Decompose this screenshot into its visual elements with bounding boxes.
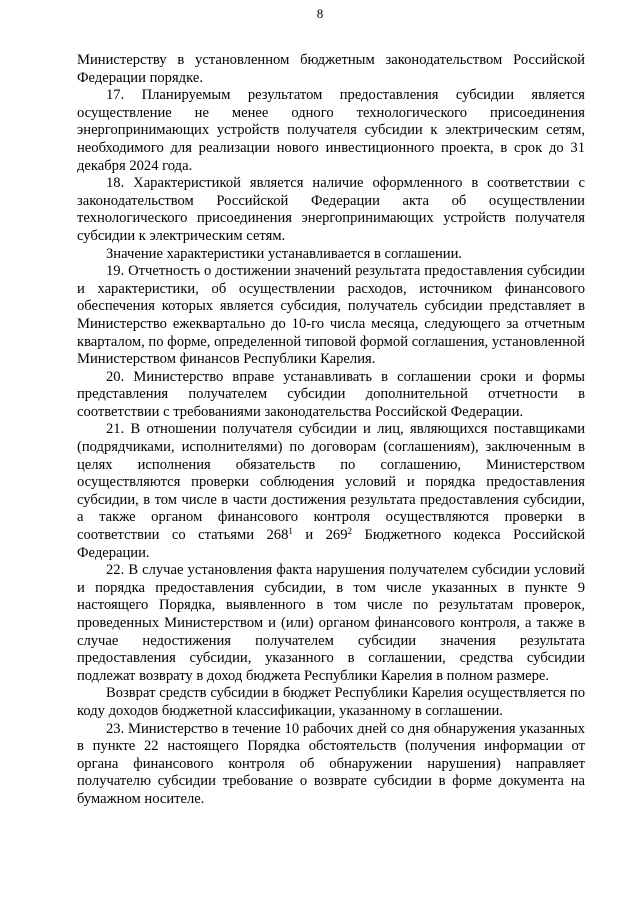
paragraph-18: 18. Характеристикой является наличие оформленного в соответствии с законодательством Российской Федерации акта об осуществлении технологического присоединения энергопринимающих устройств получателя субсидии к электрическим сетям. <box>77 175 585 244</box>
paragraph-22-refund: Возврат средств субсидии в бюджет Республики Карелия осуществляется по коду доходов бюджетной классификации, указанному в соглашении. <box>77 685 585 719</box>
paragraph-continuation: Министерству в установленном бюджетным законодательством Российской Федерации порядке. <box>77 52 585 86</box>
article-269-superscript: 2 <box>347 526 353 537</box>
paragraph-21-text-a: 21. В отношении получателя субсидии и лиц, являющихся поставщиками (подрядчиками, исполнителями) по договорам (соглашениям), заключенным в целях исполнения обязательств по соглашению, Министерством осуществляются проверки соблюдения условий и порядка предоставления субсидии, в том числе в части достижения результата предоставления субсидии, а также органом финансового контроля осуществляются проверки в соответствии со статьями 268 <box>77 421 585 544</box>
paragraph-21-text-c: Бюджетного кодекса Российской Федерации. <box>77 527 586 561</box>
document-body <box>77 52 585 809</box>
paragraph-17: 17. Планируемым результатом предоставления субсидии является осуществление не менее одного технологического присоединения энергопринимающих устройств получателя субсидии к электрическим сетям, необходимого для реализации нового инвестиционного проекта, в срок до 31 декабря 2024 года. <box>77 87 585 174</box>
paragraph-23: 23. Министерство в течение 10 рабочих дней со дня обнаружения указанных в пункте 22 настоящего Порядка обстоятельств (получения информации от органа финансового контроля об обнаружении нарушения) направляет получателю субсидии требование о возврате субсидии в форме документа на бумажном носителе. <box>77 720 585 807</box>
page-number: 8 <box>316 6 324 21</box>
article-268-superscript: 1 <box>288 526 293 537</box>
paragraph-19: 19. Отчетность о достижении значений результата предоставления субсидии и характеристики, об осуществлении расходов, источником финансового обеспечения которых является субсидия, получатель субсидии представляет в Министерство ежеквартально до 10-го числа месяца, следующего за отчетным кварталом, по форме, определенной типовой формой соглашения, установленной Министерством финансов Республики Карелия. <box>77 263 585 368</box>
paragraph-21-text-b: и 269 <box>292 527 348 544</box>
paragraph-22: 22. В случае установления факта нарушения получателем субсидии условий и порядка предоставления субсидии, в том числе указанных в пункте 9 настоящего Порядка, выявленного в том числе по результатам проверок, проведенных Министерством и (или) органом финансового контроля, а также в случае недостижения получателем субсидии значения результата предоставления субсидии, указанного в соглашении, средства субсидии подлежат возврату в доход бюджета Республики Карелия в полном размере. <box>77 562 585 684</box>
paragraph-21 <box>77 421 585 562</box>
paragraph-18-value: Значение характеристики устанавливается в соглашении. <box>106 245 463 262</box>
paragraph-20: 20. Министерство вправе устанавливать в соглашении сроки и формы представления получателем субсидии дополнительной отчетности в соответствии с требованиями законодательства Российской Федерации. <box>77 368 585 420</box>
